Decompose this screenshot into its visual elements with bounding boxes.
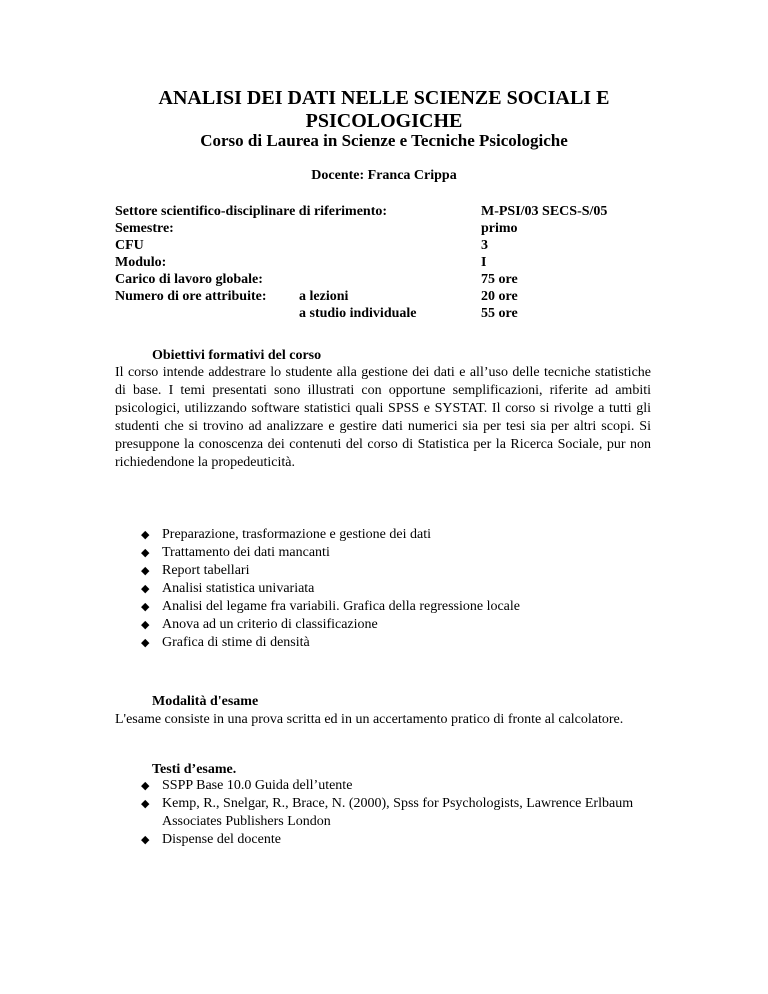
diamond-bullet-icon: ◆ bbox=[141, 798, 150, 810]
diamond-bullet-icon: ◆ bbox=[141, 637, 150, 649]
modulo-label: Modulo: bbox=[115, 255, 167, 270]
lezioni-label: a lezioni bbox=[299, 289, 349, 304]
topic-item bbox=[141, 562, 661, 580]
diamond-bullet-icon: ◆ bbox=[141, 601, 150, 613]
carico-label: Carico di lavoro globale: bbox=[115, 272, 263, 287]
esame-heading: Modalità d'esame bbox=[152, 694, 259, 709]
cfu-label: CFU bbox=[115, 238, 144, 253]
testo-item bbox=[141, 795, 651, 831]
diamond-bullet-icon: ◆ bbox=[141, 565, 150, 577]
topic-item-text: Analisi del legame fra variabili. Grafica della regressione locale bbox=[162, 599, 520, 614]
diamond-bullet-icon: ◆ bbox=[141, 619, 150, 631]
semestre-label: Semestre: bbox=[115, 221, 174, 236]
semestre-value: primo bbox=[481, 221, 518, 236]
diamond-bullet-icon: ◆ bbox=[141, 834, 150, 846]
testi-list bbox=[141, 777, 651, 849]
topics-list bbox=[141, 526, 661, 652]
studio-value: 55 ore bbox=[481, 306, 518, 321]
carico-value: 75 ore bbox=[481, 272, 518, 287]
modulo-value: I bbox=[481, 255, 487, 270]
testo-item bbox=[141, 831, 651, 849]
topic-item bbox=[141, 616, 661, 634]
topic-item-text: Analisi statistica univariata bbox=[162, 581, 315, 596]
diamond-bullet-icon: ◆ bbox=[141, 780, 150, 792]
course-title-line2: PSICOLOGICHE bbox=[305, 110, 463, 132]
topic-item bbox=[141, 526, 661, 544]
diamond-bullet-icon: ◆ bbox=[141, 547, 150, 559]
lezioni-value: 20 ore bbox=[481, 289, 518, 304]
settore-label: Settore scientifico-disciplinare di riferimento: bbox=[115, 204, 388, 219]
studio-label: a studio individuale bbox=[299, 306, 417, 321]
topic-item-text: Preparazione, trasformazione e gestione dei dati bbox=[162, 527, 431, 542]
obiettivi-heading: Obiettivi formativi del corso bbox=[152, 348, 322, 363]
topic-item bbox=[141, 598, 661, 616]
topic-item-text: Grafica di stime di densità bbox=[162, 635, 310, 650]
esame-paragraph: L'esame consiste in una prova scritta ed in un accertamento pratico di fronte al calcolatore. bbox=[115, 712, 624, 727]
testo-item bbox=[141, 777, 651, 795]
course-subtitle: Corso di Laurea in Scienze e Tecniche Psicologiche bbox=[200, 131, 568, 150]
topic-item-text: Trattamento dei dati mancanti bbox=[162, 545, 330, 560]
testo-item-text: SSPP Base 10.0 Guida dell’utente bbox=[162, 778, 353, 793]
testi-heading: Testi d’esame. bbox=[152, 762, 237, 777]
testo-item-text: Dispense del docente bbox=[162, 832, 281, 847]
testo-item-text: Kemp, R., Snelgar, R., Brace, N. (2000), Spss for Psychologists, Lawrence Erlbaum Associates Publishers London bbox=[162, 796, 634, 829]
settore-value: M-PSI/03 SECS-S/05 bbox=[481, 204, 608, 219]
topic-item-text: Report tabellari bbox=[162, 563, 250, 578]
topic-item-text: Anova ad un criterio di classificazione bbox=[162, 617, 378, 632]
diamond-bullet-icon: ◆ bbox=[141, 529, 150, 541]
course-title-line1: ANALISI DEI DATI NELLE SCIENZE SOCIALI E bbox=[158, 87, 610, 109]
cfu-value: 3 bbox=[481, 238, 488, 253]
ore-label: Numero di ore attribuite: bbox=[115, 289, 267, 304]
topic-item bbox=[141, 580, 661, 598]
diamond-bullet-icon: ◆ bbox=[141, 583, 150, 595]
obiettivi-paragraph: Il corso intende addestrare lo studente alla gestione dei dati e all’uso delle tecniche statistiche di base. I temi presentati sono illustrati con opportune semplificazioni, riferite ad ambiti psicologici, utilizzando software statistici quali SPSS e SYSTAT. Il corso si rivolge a tutti gli studenti che si trovino ad analizzare e gestire dati numerici sia per tesi sia per altri scopi. Si presuppone la conoscenza dei contenuti del corso di Statistica per la Ricerca Sociale, pur non richiedendone la propedeuticità. bbox=[115, 365, 651, 470]
topic-item bbox=[141, 544, 661, 562]
docente-line: Docente: Franca Crippa bbox=[311, 168, 457, 183]
topic-item bbox=[141, 634, 661, 652]
